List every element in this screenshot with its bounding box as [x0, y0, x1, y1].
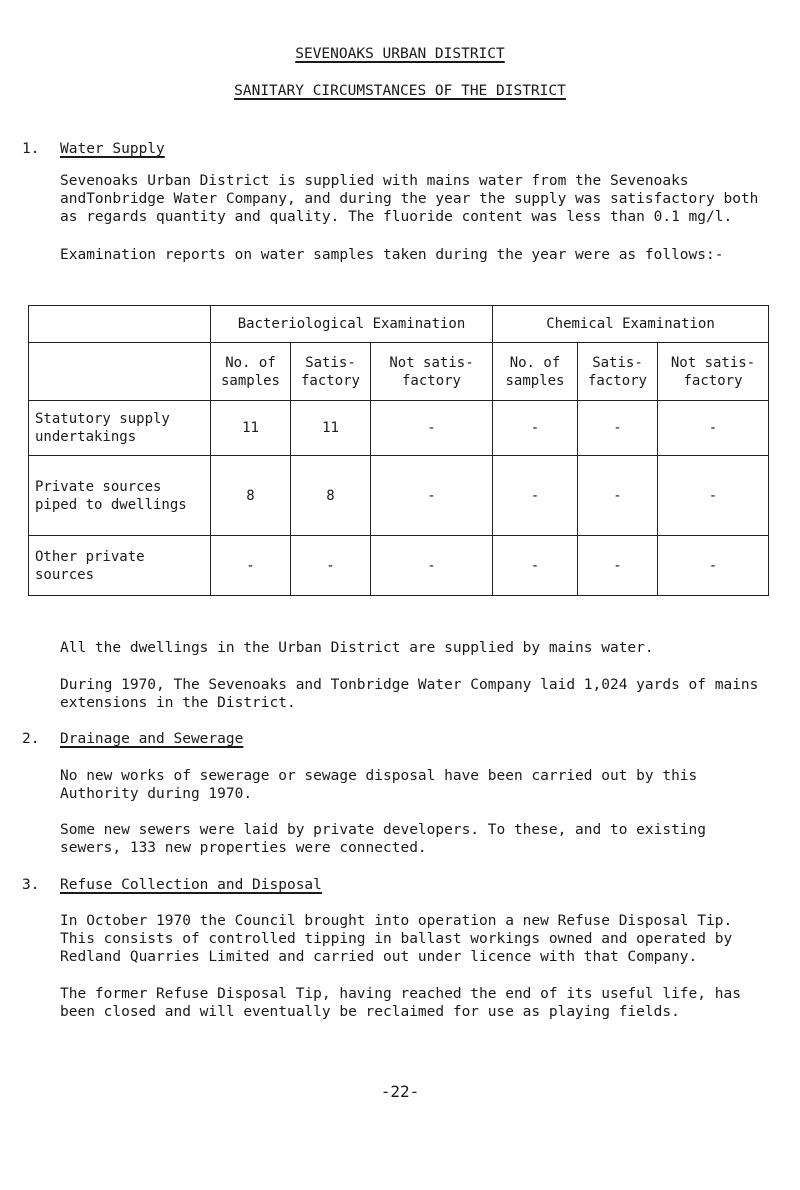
table-cell: 8: [291, 456, 371, 536]
group-header-chemical: Chemical Examination: [493, 306, 769, 343]
row-label: Private sources piped to dwellings: [29, 456, 211, 536]
table-cell: -: [371, 456, 493, 536]
table-cell: -: [493, 456, 578, 536]
column-header: No. of samples: [493, 343, 578, 401]
table-corner-cell: [29, 306, 211, 343]
row-label: Other private sources: [29, 536, 211, 596]
section-3-title: Refuse Collection and Disposal: [60, 877, 322, 893]
section-2-paragraph-1: No new works of sewerage or sewage disposal have been carried out by this Authority during 1970.: [60, 768, 698, 802]
table-corner-cell: [29, 343, 211, 401]
column-header: Satis- factory: [578, 343, 658, 401]
section-2-paragraph-2: Some new sewers were laid by private developers. To these, and to existing sewers, 133 new properties were connected.: [60, 822, 707, 856]
column-header: Not satis- factory: [371, 343, 493, 401]
section-1-paragraph-1: Sevenoaks Urban District is supplied with mains water from the Sevenoaks andTonbridge Water Company, and during the year the supply was satisfactory both as regards quantity and quality. The fluoride content was less than 0.1 mg/l.: [60, 173, 759, 225]
page-number: -22-: [380, 1082, 420, 1101]
table-cell: -: [211, 536, 291, 596]
table-cell: -: [578, 401, 658, 456]
table-cell: -: [291, 536, 371, 596]
table-cell: 11: [211, 401, 291, 456]
table-cell: -: [658, 536, 769, 596]
table-cell: 8: [211, 456, 291, 536]
table-cell: -: [371, 401, 493, 456]
section-2-title: Drainage and Sewerage: [60, 731, 244, 747]
section-1-after-table-1: All the dwellings in the Urban District are supplied by mains water.: [60, 640, 654, 656]
table-row: [29, 456, 769, 536]
document-header: SEVENOAKS URBAN DISTRICT: [295, 46, 505, 62]
section-1-after-table-2: During 1970, The Sevenoaks and Tonbridge Water Company laid 1,024 yards of mains extensions in the District.: [60, 677, 759, 711]
group-header-bacteriological: Bacteriological Examination: [211, 306, 493, 343]
table-cell: -: [658, 456, 769, 536]
section-3-number: 3.: [22, 877, 40, 893]
section-1-paragraph-2: Examination reports on water samples taken during the year were as follows:-: [60, 247, 724, 263]
table-cell: -: [658, 401, 769, 456]
section-3-paragraph-2: The former Refuse Disposal Tip, having reached the end of its useful life, has been closed and will eventually be reclaimed for use as playing fields.: [60, 986, 741, 1020]
section-1-number: 1.: [22, 141, 40, 157]
table-cell: -: [371, 536, 493, 596]
section-1-title: Water Supply: [60, 141, 165, 157]
column-header: No. of samples: [211, 343, 291, 401]
table-cell: -: [578, 536, 658, 596]
table-cell: -: [493, 536, 578, 596]
section-3-paragraph-1: In October 1970 the Council brought into operation a new Refuse Disposal Tip. This consists of controlled tipping in ballast workings owned and operated by Redland Quarries Limited and carried out under licence with that Company.: [60, 913, 733, 965]
water-samples-table: [28, 305, 769, 596]
table-row: [29, 401, 769, 456]
table-cell: 11: [291, 401, 371, 456]
column-header: Satis- factory: [291, 343, 371, 401]
row-label: Statutory supply undertakings: [29, 401, 211, 456]
table-cell: -: [493, 401, 578, 456]
section-2-number: 2.: [22, 731, 40, 747]
document-subtitle: SANITARY CIRCUMSTANCES OF THE DISTRICT: [234, 83, 566, 99]
column-header: Not satis- factory: [658, 343, 769, 401]
table-row: [29, 536, 769, 596]
table-sub-header-row: [29, 343, 769, 401]
table-group-header-row: [29, 306, 769, 343]
table-cell: -: [578, 456, 658, 536]
